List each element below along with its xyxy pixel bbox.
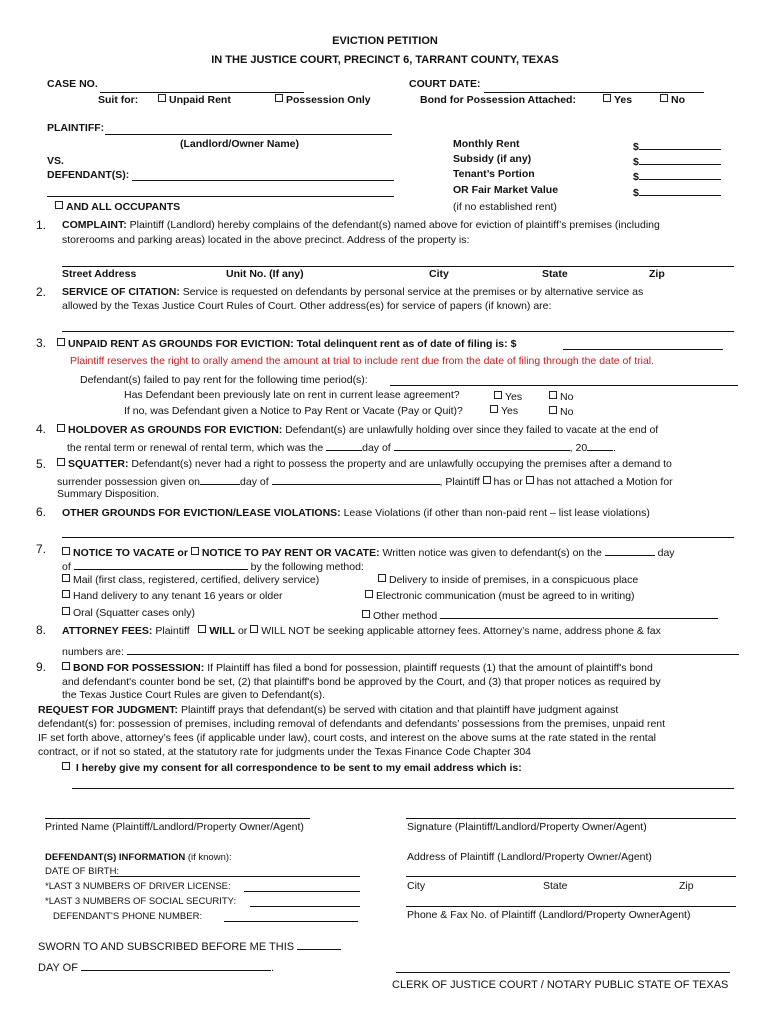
bond-yes-option[interactable] bbox=[603, 94, 632, 108]
notice-text: Written notice was given to defendant(s) on the bbox=[382, 547, 602, 559]
notice-line-2 bbox=[62, 558, 364, 575]
bond-possession-checkbox[interactable] bbox=[62, 662, 70, 670]
section-7-number: 7. bbox=[36, 542, 47, 556]
squatter-text: Defendant(s) never had a right to possess the property and are unlawfully occupying the premises after a demand to bbox=[131, 458, 672, 470]
bond-yes-checkbox[interactable] bbox=[603, 94, 611, 102]
plaintiff-text: , Plaintiff bbox=[439, 476, 480, 488]
state-caption: State bbox=[542, 268, 568, 280]
signature-caption: Signature (Plaintiff/Landlord/Property Owner/Agent) bbox=[407, 821, 647, 833]
defendants-label: DEFENDANT(S): bbox=[47, 169, 130, 181]
sworn-month-field[interactable] bbox=[81, 959, 271, 971]
method-inside[interactable] bbox=[378, 574, 638, 588]
possession-only-checkbox[interactable] bbox=[275, 94, 283, 102]
license-label: *LAST 3 NUMBERS OF DRIVER LICENSE: bbox=[45, 881, 231, 892]
judgment-line-2: defendant(s) for: possession of premises, including removal of defendants and defendants’ possessions from the premises, unpaid rent bbox=[38, 718, 666, 730]
case-no-field[interactable] bbox=[100, 92, 304, 93]
section-1-number: 1. bbox=[36, 218, 47, 232]
bond-no-label: No bbox=[671, 94, 685, 106]
email-consent-checkbox[interactable] bbox=[62, 762, 70, 770]
possession-only-label: Possession Only bbox=[286, 94, 371, 106]
court-date-field[interactable] bbox=[484, 92, 704, 93]
will-not-text: WILL NOT be seeking applicable attorney fees. Attorney’s name, address phone & fax bbox=[261, 625, 661, 637]
judgment-line-1 bbox=[38, 704, 618, 718]
case-no-label: CASE NO. bbox=[47, 78, 98, 90]
plaintiff-address-caption: Address of Plaintiff (Landlord/Property Owner/Agent) bbox=[407, 851, 652, 863]
method-text: by the following method: bbox=[250, 561, 364, 573]
phone-field[interactable] bbox=[224, 921, 358, 922]
suit-for-label: Suit for: bbox=[98, 94, 139, 106]
service-address-field[interactable] bbox=[62, 331, 734, 332]
judgment-heading: REQUEST FOR JUDGMENT: bbox=[38, 704, 179, 716]
lease-violations-field[interactable] bbox=[62, 537, 734, 538]
zip-caption: Zip bbox=[649, 268, 665, 280]
court-heading: IN THE JUSTICE COURT, PRECINCT 6, TARRANT COUNTY, TEXAS bbox=[211, 54, 559, 66]
judgment-line-3: IF set forth above, attorney’s fees (if applicable under law), court costs, and interest on the above sums at the rate stated in the rental bbox=[38, 732, 656, 744]
unpaid-rent-grounds[interactable] bbox=[57, 338, 516, 352]
has-not-checkbox[interactable] bbox=[526, 476, 534, 484]
time-period-field[interactable] bbox=[390, 385, 738, 386]
plaintiff-text: Plaintiff bbox=[155, 625, 190, 637]
if-known-text: (if known): bbox=[187, 852, 232, 863]
day-of-line: DAY OF . bbox=[38, 959, 274, 976]
petition-title: EVICTION PETITION bbox=[332, 35, 438, 47]
all-occupants-checkbox[interactable] bbox=[55, 201, 63, 209]
other-grounds-heading: OTHER GROUNDS FOR EVICTION/LEASE VIOLATIONS: bbox=[62, 507, 341, 519]
hand-label: Hand delivery to any tenant 16 years or older bbox=[73, 590, 283, 602]
late-yes-checkbox[interactable] bbox=[494, 391, 502, 399]
squatter-day-field[interactable] bbox=[200, 473, 240, 485]
of-text: of bbox=[62, 561, 71, 573]
possession-only-option[interactable] bbox=[275, 94, 371, 108]
sworn-day-field[interactable] bbox=[297, 938, 341, 950]
license-field[interactable] bbox=[244, 891, 360, 892]
court-date-label: COURT DATE: bbox=[409, 78, 481, 90]
squatter-month-field[interactable] bbox=[272, 473, 440, 485]
other-method-label: Other method bbox=[373, 610, 438, 622]
will-text: WILL bbox=[209, 625, 236, 637]
method-mail[interactable] bbox=[62, 574, 319, 588]
will-checkbox[interactable] bbox=[198, 625, 206, 633]
vs-label: VS. bbox=[47, 155, 64, 167]
unpaid-rent-option[interactable] bbox=[158, 94, 231, 108]
year-prefix: , 20 bbox=[569, 442, 588, 454]
complaint-text: Plaintiff (Landlord) hereby complains of the defendant(s) named above for eviction of plaintiff’s premises (including bbox=[129, 219, 660, 231]
mail-checkbox[interactable] bbox=[62, 574, 70, 582]
notice-day-field[interactable] bbox=[605, 544, 655, 556]
or-text: or bbox=[237, 625, 248, 637]
dollar-sign: $ bbox=[633, 187, 639, 199]
other-grounds-text: Lease Violations (if other than non-paid rent – list lease violations) bbox=[343, 507, 650, 519]
tenants-portion-field[interactable] bbox=[633, 168, 721, 185]
inside-checkbox[interactable] bbox=[378, 574, 386, 582]
tenants-portion-label: Tenant’s Portion bbox=[453, 168, 535, 180]
unpaid-rent-grounds-heading: UNPAID RENT AS GROUNDS FOR EVICTION: Total delinquent rent as of date of filing is: $ bbox=[68, 338, 517, 350]
holdover-day-field[interactable] bbox=[326, 439, 362, 451]
oral-label: Oral (Squatter cases only) bbox=[73, 607, 195, 619]
amend-amount-note: Plaintiff reserves the right to orally amend the amount at trial to include rent due from the date of filing through the date of trial. bbox=[70, 355, 655, 367]
method-hand[interactable] bbox=[62, 590, 283, 604]
judgment-line-4: contract, or if not so stated, at the statutory rate for judgments under the Texas Finance Code Chapter 304 bbox=[38, 746, 532, 758]
dob-field[interactable] bbox=[110, 876, 360, 877]
hand-checkbox[interactable] bbox=[62, 590, 70, 598]
method-other[interactable] bbox=[362, 607, 718, 624]
notice-given-question: If no, was Defendant given a Notice to Pay Rent or Vacate (Pay or Quit)? bbox=[124, 405, 463, 417]
section-2-number: 2. bbox=[36, 285, 47, 299]
fair-market-field[interactable] bbox=[633, 184, 721, 201]
has-checkbox[interactable] bbox=[483, 476, 491, 484]
plaintiff-address-field[interactable] bbox=[406, 876, 736, 877]
notice-no-option[interactable] bbox=[549, 406, 573, 420]
day-of-text: DAY OF bbox=[38, 962, 78, 974]
phone-label: DEFENDANT'S PHONE NUMBER: bbox=[53, 911, 203, 922]
holdover-line-2: the rental term or renewal of rental term, which was the day of , 20 . bbox=[67, 439, 616, 456]
oral-checkbox[interactable] bbox=[62, 607, 70, 615]
plaintiff-state-caption: State bbox=[543, 880, 568, 892]
method-electronic[interactable] bbox=[365, 590, 635, 604]
attorney-fees-heading: ATTORNEY FEES: bbox=[62, 625, 153, 637]
holdover-month-field[interactable] bbox=[394, 439, 570, 451]
unpaid-rent-checkbox[interactable] bbox=[158, 94, 166, 102]
bond-no-checkbox[interactable] bbox=[660, 94, 668, 102]
street-address-caption: Street Address bbox=[62, 268, 137, 280]
surrender-text: surrender possession given on bbox=[57, 476, 201, 488]
monthly-rent-label: Monthly Rent bbox=[453, 138, 520, 150]
judgment-text-1: Plaintiff prays that defendant(s) be served with citation and that plaintiff have judgment against bbox=[180, 704, 619, 716]
late-yes-option[interactable] bbox=[494, 391, 522, 405]
notice-yes-label: Yes bbox=[501, 405, 519, 417]
rental-term-text: the rental term or renewal of rental term, which was the bbox=[67, 442, 324, 454]
complaint-heading: COMPLAINT: bbox=[62, 219, 127, 231]
notice-pay-or-vacate-checkbox[interactable] bbox=[191, 547, 199, 555]
late-no-label: No bbox=[560, 391, 574, 403]
late-yes-label: Yes bbox=[505, 391, 523, 403]
day-of-text: day of bbox=[240, 476, 269, 488]
printed-name-caption: Printed Name (Plaintiff/Landlord/Property Owner/Agent) bbox=[45, 821, 304, 833]
section-8-number: 8. bbox=[36, 623, 47, 637]
notice-no-label: No bbox=[560, 406, 574, 418]
service-line-2: allowed by the Texas Justice Court Rules of Court. Other address(es) for service of papers (if known) are: bbox=[62, 300, 552, 312]
service-text: Service is requested on defendants by personal service at the premises or by alternative service as bbox=[182, 286, 644, 298]
late-no-checkbox[interactable] bbox=[549, 391, 557, 399]
day-text: day bbox=[657, 547, 675, 559]
unit-no-caption: Unit No. (If any) bbox=[226, 268, 304, 280]
holdover-text: Defendant(s) are unlawfully holding over since they failed to vacate at the bbox=[285, 424, 627, 436]
defendant-info-heading bbox=[45, 852, 232, 865]
notice-no-checkbox[interactable] bbox=[549, 406, 557, 414]
electronic-label: Electronic communication (must be agreed to in writing) bbox=[376, 590, 635, 602]
defendants-field-2[interactable] bbox=[47, 196, 394, 197]
late-no-option[interactable] bbox=[549, 391, 573, 405]
bond-possession-heading: BOND FOR POSSESSION: bbox=[73, 662, 205, 674]
defendants-field[interactable] bbox=[132, 180, 394, 181]
other-method-checkbox[interactable] bbox=[362, 610, 370, 618]
ssn-field[interactable] bbox=[250, 906, 360, 907]
bond-yes-label: Yes bbox=[614, 94, 633, 106]
plaintiff-city-field[interactable] bbox=[406, 906, 736, 907]
numbers-are-text: numbers are: bbox=[62, 646, 124, 658]
failed-to-pay-label: Defendant(s) failed to pay rent for the following time period(s): bbox=[80, 374, 368, 386]
method-oral[interactable] bbox=[62, 607, 195, 621]
landlord-owner-name-caption: (Landlord/Owner Name) bbox=[180, 138, 300, 150]
delinquent-rent-field[interactable] bbox=[563, 349, 723, 350]
bond-line-2: and defendant's counter bond be set, (2) that plaintiff's bond be approved by the Court, and (3) that proper notices as required by bbox=[62, 676, 661, 688]
fair-market-label: OR Fair Market Value bbox=[453, 184, 559, 196]
all-occupants-label: AND ALL OCCUPANTS bbox=[66, 201, 181, 213]
squatter-checkbox[interactable] bbox=[57, 458, 65, 466]
squatter-heading: SQUATTER: bbox=[68, 458, 129, 470]
mail-label: Mail (first class, registered, certified, delivery service) bbox=[73, 574, 320, 586]
section-3-number: 3. bbox=[36, 336, 47, 350]
phone-fax-caption: Phone & Fax No. of Plaintiff (Landlord/Property OwnerAgent) bbox=[407, 909, 691, 921]
notice-yes-option[interactable] bbox=[490, 405, 518, 419]
previously-late-question: Has Defendant been previously late on rent in current lease agreement? bbox=[124, 389, 460, 401]
subsidy-label: Subsidy (if any) bbox=[453, 153, 532, 165]
no-established-rent-label: (if no established rent) bbox=[453, 201, 557, 213]
unpaid-rent-grounds-checkbox[interactable] bbox=[57, 338, 65, 346]
sworn-line bbox=[38, 938, 341, 955]
complaint-line-2: storerooms and parking areas) located in the above precinct. Address of the property is: bbox=[62, 234, 470, 246]
complaint-line-1 bbox=[62, 219, 660, 233]
bond-no-option[interactable] bbox=[660, 94, 685, 108]
has-or-text: has or bbox=[493, 476, 523, 488]
bond-text-1: If Plaintiff has filed a bond for possession, plaintiff requests (1) that the amount of plaintiff's bond bbox=[207, 662, 653, 674]
has-not-text: has not attached a Motion for bbox=[536, 476, 673, 488]
clerk-caption: CLERK OF JUSTICE COURT / NOTARY PUBLIC STATE OF TEXAS bbox=[392, 979, 729, 991]
notice-pay-or-vacate-heading: NOTICE TO PAY RENT OR VACATE: bbox=[201, 547, 380, 559]
holdover-line-1[interactable] bbox=[57, 424, 658, 438]
plaintiff-field[interactable] bbox=[105, 134, 392, 135]
other-method-field[interactable] bbox=[440, 607, 718, 619]
property-address-field[interactable] bbox=[62, 266, 734, 267]
printed-name-field[interactable] bbox=[45, 818, 310, 819]
notice-month-field[interactable] bbox=[74, 558, 248, 570]
holdover-heading: HOLDOVER AS GROUNDS FOR EVICTION: bbox=[68, 424, 283, 436]
attorney-info-field[interactable] bbox=[127, 643, 739, 655]
notice-to-vacate-heading: NOTICE TO VACATE or bbox=[73, 547, 188, 559]
holdover-checkbox[interactable] bbox=[57, 424, 65, 432]
bond-attached-label: Bond for Possession Attached: bbox=[420, 94, 576, 106]
section-6-number: 6. bbox=[36, 505, 47, 519]
end-of-text: end of bbox=[629, 424, 659, 436]
plaintiff-label: PLAINTIFF: bbox=[47, 122, 105, 134]
other-grounds-line bbox=[62, 507, 650, 521]
section-5-number: 5. bbox=[36, 457, 47, 471]
email-consent[interactable] bbox=[62, 762, 522, 776]
squatter-line-1[interactable] bbox=[57, 458, 672, 472]
dollar-sign: $ bbox=[633, 156, 639, 168]
city-caption: City bbox=[429, 268, 449, 280]
will-not-checkbox[interactable] bbox=[250, 625, 258, 633]
bond-line-3: the Texas Justice Court Rules are given to Defendant(s). bbox=[62, 689, 326, 701]
signature-field[interactable] bbox=[406, 818, 736, 819]
clerk-signature-field[interactable] bbox=[396, 972, 730, 973]
section-4-number: 4. bbox=[36, 422, 47, 436]
all-occupants-option[interactable] bbox=[55, 201, 180, 215]
electronic-checkbox[interactable] bbox=[365, 590, 373, 598]
plaintiff-zip-caption: Zip bbox=[679, 880, 694, 892]
squatter-line-3: Summary Disposition. bbox=[57, 488, 160, 500]
unpaid-rent-label: Unpaid Rent bbox=[169, 94, 231, 106]
service-line-1 bbox=[62, 286, 643, 300]
plaintiff-city-caption: City bbox=[407, 880, 426, 892]
ssn-label: *LAST 3 NUMBERS OF SOCIAL SECURITY: bbox=[45, 896, 237, 907]
service-heading: SERVICE OF CITATION: bbox=[62, 286, 180, 298]
sworn-text: SWORN TO AND SUBSCRIBED BEFORE ME THIS bbox=[38, 941, 295, 953]
section-9-number: 9. bbox=[36, 660, 47, 674]
email-field[interactable] bbox=[72, 788, 734, 789]
dob-label: DATE OF BIRTH: bbox=[45, 866, 120, 877]
inside-label: Delivery to inside of premises, in a conspicuous place bbox=[389, 574, 639, 586]
attorney-numbers-line bbox=[62, 643, 739, 660]
holdover-year-field[interactable] bbox=[587, 439, 613, 451]
notice-to-vacate-checkbox[interactable] bbox=[62, 547, 70, 555]
bond-line-1[interactable] bbox=[62, 662, 653, 676]
email-consent-label: I hereby give my consent for all correspondence to be sent to my email address which is: bbox=[75, 762, 522, 774]
day-of-text: day of bbox=[362, 442, 391, 454]
dollar-sign: $ bbox=[633, 141, 639, 153]
def-info-text: DEFENDANT(S) INFORMATION bbox=[45, 852, 186, 863]
notice-yes-checkbox[interactable] bbox=[490, 405, 498, 413]
attorney-line-1[interactable] bbox=[62, 625, 661, 639]
dollar-sign: $ bbox=[633, 171, 639, 183]
